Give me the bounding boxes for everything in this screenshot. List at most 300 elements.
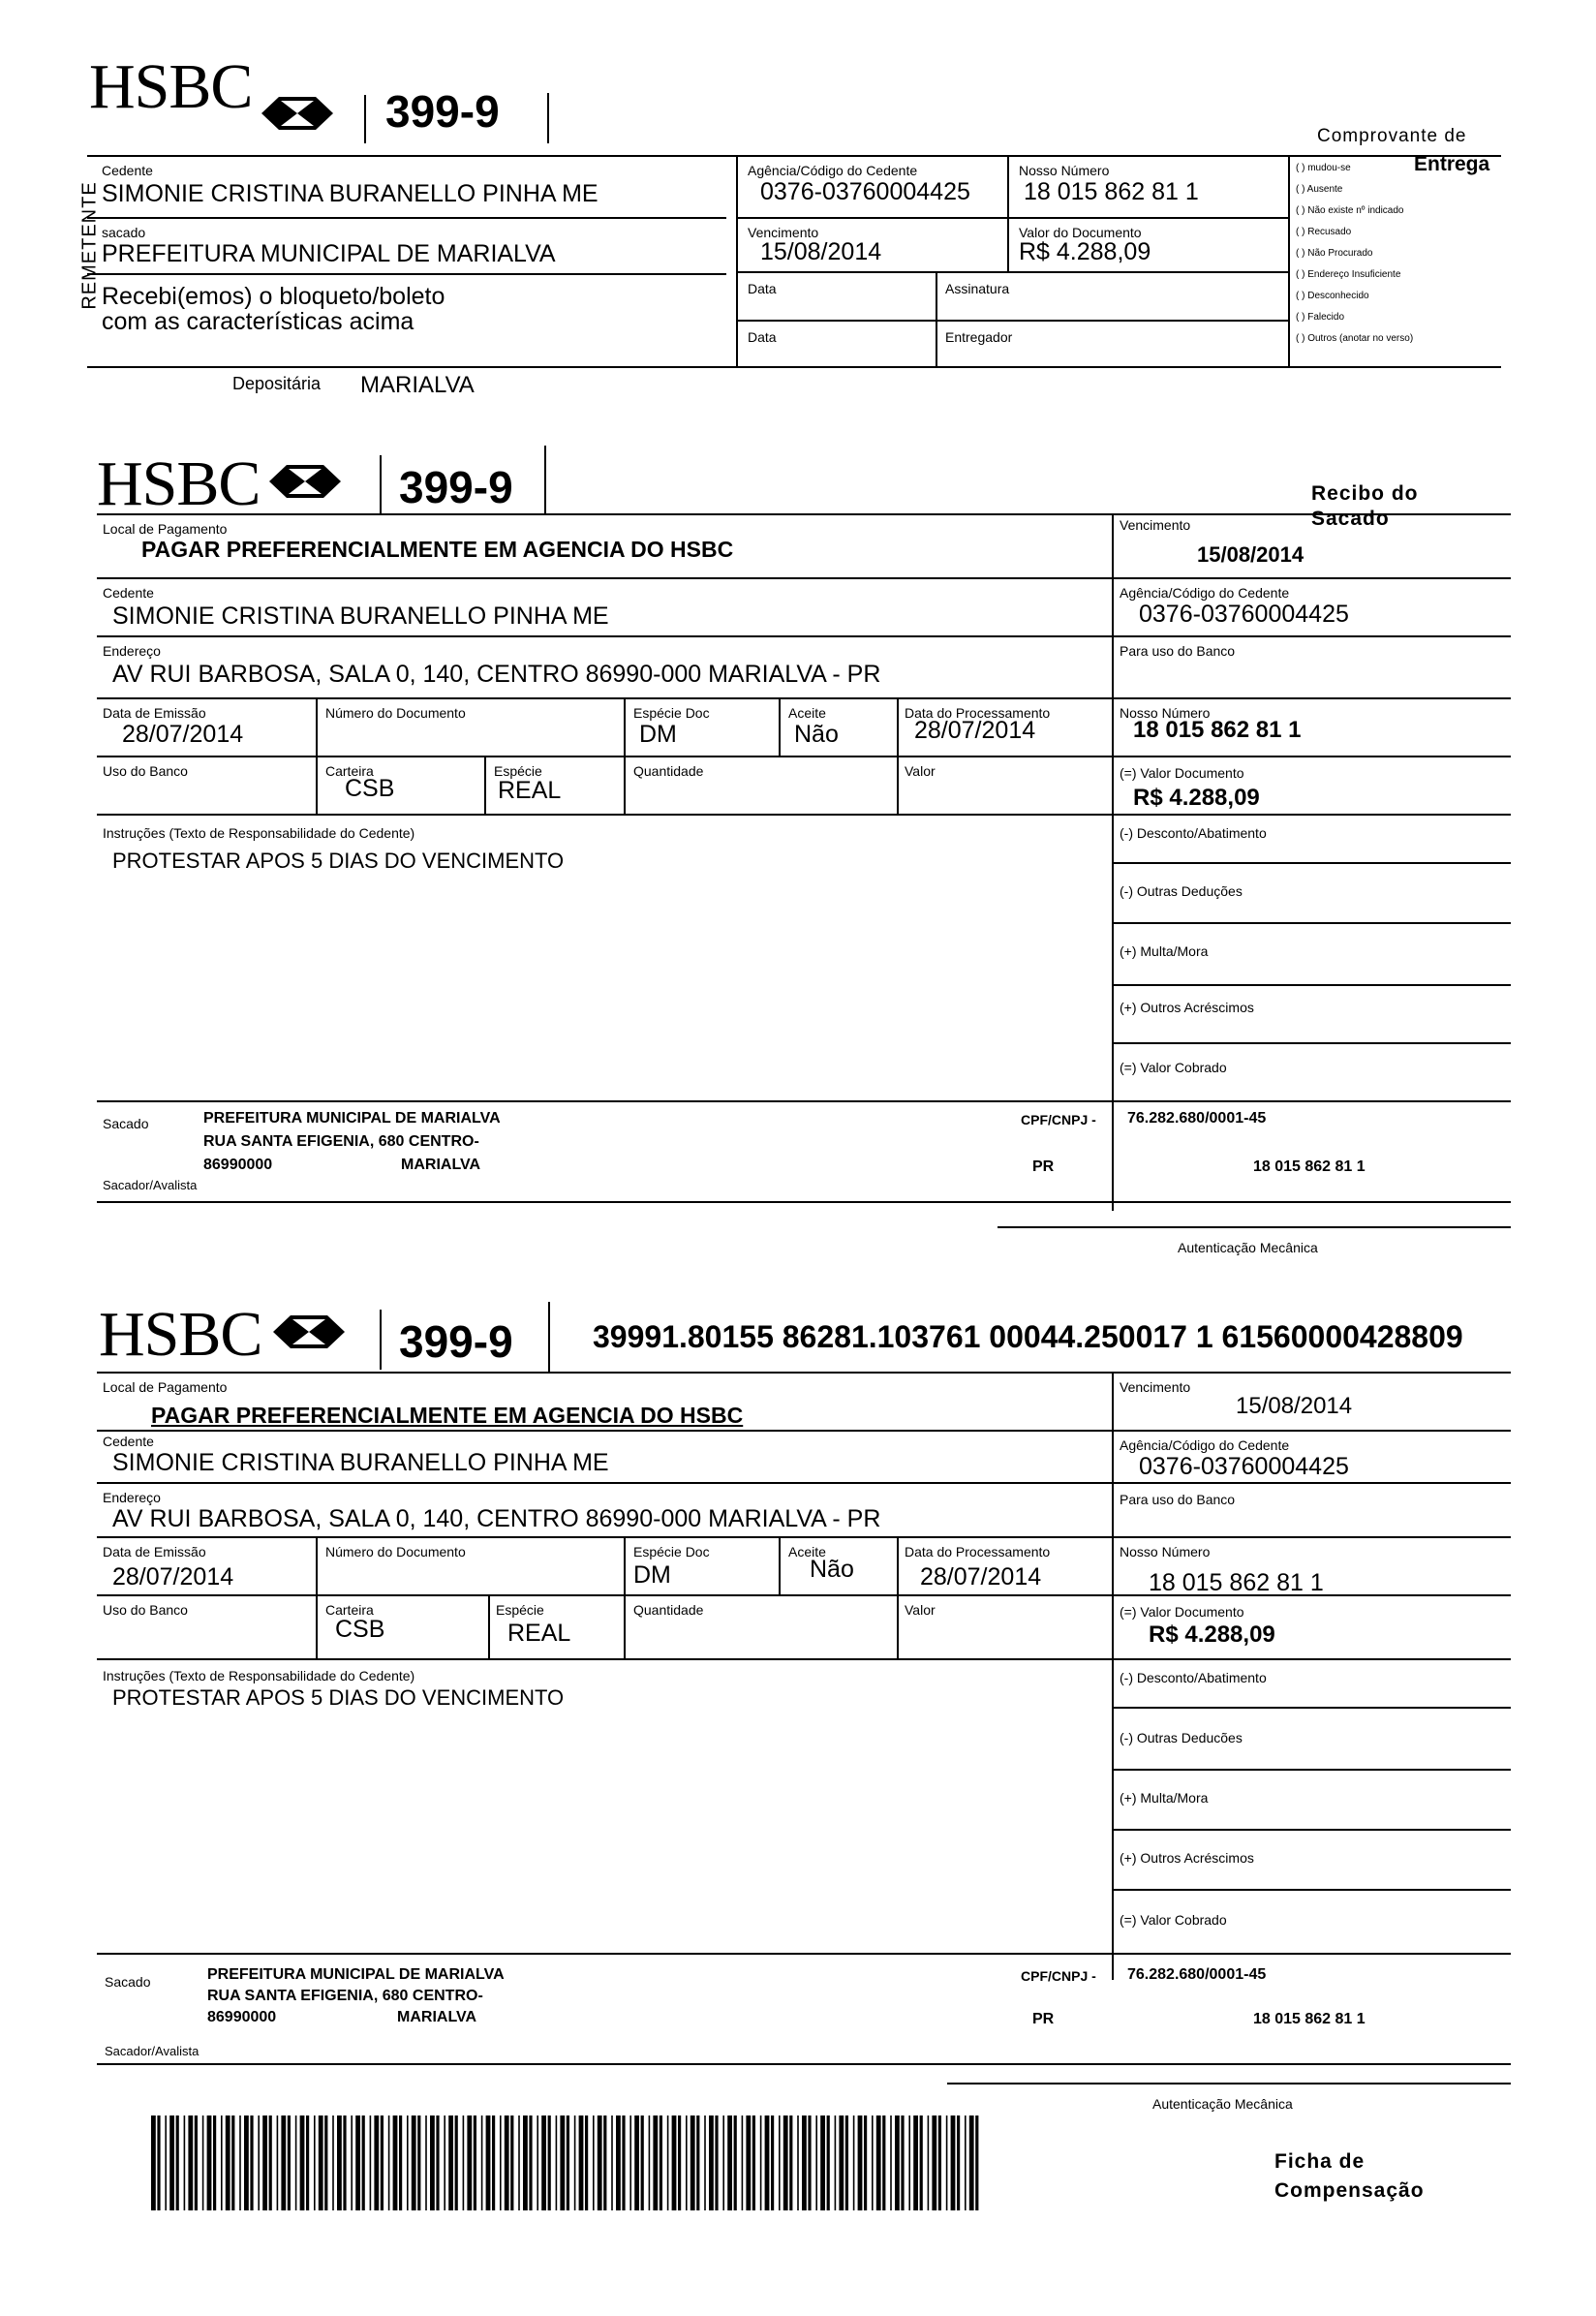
barcode-bar xyxy=(250,2115,253,2210)
barcode-bar xyxy=(417,2115,420,2210)
especie-value: REAL xyxy=(507,1620,571,1647)
barcode-bar xyxy=(151,2115,156,2210)
sacado-address: RUA SANTA EFIGENIA, 680 CENTRO- xyxy=(203,1133,479,1150)
barcode-bar xyxy=(760,2115,762,2210)
nosso-label: Nosso Número xyxy=(1120,705,1211,721)
local-value: PAGAR PREFERENCIALMENTE EM AGENCIA DO HSBC xyxy=(141,537,734,562)
agency-label: Agência/Código do Cedente xyxy=(1120,1437,1290,1453)
barcode-bar xyxy=(890,2115,892,2210)
slip2-line xyxy=(97,2063,1511,2065)
sacado-cep: 86990000 xyxy=(203,1157,273,1173)
barcode-bar xyxy=(548,2115,551,2210)
multa-label: (+) Multa/Mora xyxy=(1120,1790,1209,1806)
barcode-bar xyxy=(556,2115,558,2210)
depositaria-value: MARIALVA xyxy=(360,372,475,398)
receipt-vertical xyxy=(1288,155,1290,368)
barcode-bar xyxy=(184,2115,186,2210)
barcode-bar xyxy=(486,2115,491,2210)
aceite-label: Aceite xyxy=(788,1544,826,1559)
code-divider xyxy=(547,93,549,143)
slip1-line xyxy=(97,1201,1511,1203)
barcode-bar xyxy=(523,2115,528,2210)
sacado-nosso: 18 015 862 81 1 xyxy=(1253,1158,1366,1175)
barcode-bar xyxy=(853,2115,855,2210)
barcode-bar xyxy=(481,2115,483,2210)
barcode-bar xyxy=(319,2115,323,2210)
barcode-bar xyxy=(727,2115,732,2210)
linha-digitavel: 39991.80155 86281.103761 00044.250017 1 61560000428809 xyxy=(593,1319,1463,1354)
especie-doc-label: Espécie Doc xyxy=(633,1544,710,1559)
barcode-bar xyxy=(696,2115,699,2210)
carteira-value: CSB xyxy=(335,1616,385,1643)
barcode-bar xyxy=(165,2115,167,2210)
barcode-bar xyxy=(779,2115,781,2210)
slip2-line xyxy=(97,1594,1511,1596)
barcode-bar xyxy=(455,2115,458,2210)
barcode-bar xyxy=(965,2115,967,2210)
receipt-divider xyxy=(736,217,1288,219)
especie-label: Espécie xyxy=(496,1602,544,1618)
nosso-label: Nosso Número xyxy=(1120,1544,1211,1559)
barcode-bar xyxy=(827,2115,830,2210)
venc-value: 15/08/2014 xyxy=(1197,542,1304,567)
desconto-label: (-) Desconto/Abatimento xyxy=(1120,1670,1267,1685)
barcode-bar xyxy=(872,2115,874,2210)
aceite-label: Aceite xyxy=(788,705,826,721)
barcode-bar xyxy=(789,2115,792,2210)
slip1-line xyxy=(1112,862,1511,864)
aceite-value: Não xyxy=(810,1556,854,1583)
quantidade-label: Quantidade xyxy=(633,1602,704,1618)
comprovante-title: Comprovante de xyxy=(1317,126,1467,146)
slip1-line xyxy=(97,577,1511,579)
hsbc-logo-text: HSBC xyxy=(99,1299,262,1370)
valor-value: R$ 4.288,09 xyxy=(1019,238,1151,265)
bank-code: 399-9 xyxy=(385,86,500,137)
barcode-bar xyxy=(742,2115,744,2210)
option-endereco-insuficiente[interactable]: ( ) Endereço Insuficiente xyxy=(1296,269,1401,280)
hsbc-logo-text: HSBC xyxy=(97,448,261,519)
barcode-bar xyxy=(306,2115,309,2210)
barcode-bar xyxy=(771,2115,774,2210)
option-recusado[interactable]: ( ) Recusado xyxy=(1296,227,1352,237)
barcode-bar xyxy=(430,2115,435,2210)
barcode-bar xyxy=(678,2115,681,2210)
barcode-bar xyxy=(629,2115,631,2210)
autentic-label: Autenticação Mecânica xyxy=(1152,2096,1293,2112)
sacado-cep: 86990000 xyxy=(207,2009,277,2025)
local-value: PAGAR PREFERENCIALMENTE EM AGENCIA DO HSBC xyxy=(151,1403,744,1428)
instrucoes-label: Instruções (Texto de Responsabilidade do Cedente) xyxy=(103,1668,415,1683)
slip1-line xyxy=(97,513,1511,515)
barcode-bar xyxy=(388,2115,390,2210)
receipt-divider xyxy=(87,217,726,219)
barcode-bar xyxy=(448,2115,453,2210)
carteira-label: Carteira xyxy=(325,1602,374,1618)
barcode-bar xyxy=(269,2115,272,2210)
bank-code: 399-9 xyxy=(399,1316,513,1367)
autentic-line xyxy=(998,1226,1511,1228)
barcode-bar xyxy=(560,2115,565,2210)
agency-value: 0376-03760004425 xyxy=(1139,601,1349,628)
barcode-bar xyxy=(343,2115,346,2210)
receipt-divider xyxy=(736,320,1288,322)
barcode-bar xyxy=(969,2115,974,2210)
quantidade-label: Quantidade xyxy=(633,763,704,779)
barcode-bar xyxy=(709,2115,714,2210)
barcode-bar xyxy=(660,2115,662,2210)
slip2-line xyxy=(1112,1889,1511,1891)
option-outros[interactable]: ( ) Outros (anotar no verso) xyxy=(1296,333,1414,344)
option-falecido[interactable]: ( ) Falecido xyxy=(1296,312,1345,323)
barcode-bar xyxy=(176,2115,179,2210)
slip1-line xyxy=(1112,1042,1511,1044)
barcode-bar xyxy=(882,2115,885,2210)
hsbc-hexagon-icon xyxy=(273,1315,345,1348)
uso-banco-label: Para uso do Banco xyxy=(1120,643,1236,659)
barcode-bar xyxy=(518,2115,520,2210)
barcode-bar xyxy=(603,2115,606,2210)
slip2-line xyxy=(1112,1769,1511,1771)
barcode-bar xyxy=(835,2115,837,2210)
valor-doc-value: R$ 4.288,09 xyxy=(1133,785,1260,811)
barcode-bar xyxy=(300,2115,305,2210)
barcode-bar xyxy=(593,2115,595,2210)
barcode-bar xyxy=(765,2115,770,2210)
nosso-value: 18 015 862 81 1 xyxy=(1024,178,1199,205)
barcode-bar xyxy=(585,2115,588,2210)
barcode-bar xyxy=(649,2115,651,2210)
agency-label: Agência/Código do Cedente xyxy=(1120,585,1290,601)
entrega-title: Entrega xyxy=(1414,153,1490,175)
bank-code: 399-9 xyxy=(399,462,513,512)
endereco-label: Endereço xyxy=(103,643,161,659)
barcode-bar xyxy=(815,2115,817,2210)
slip2-vertical xyxy=(779,1536,781,1594)
barcode-bar xyxy=(500,2115,502,2210)
cnpj-label: CPF/CNPJ - xyxy=(1021,1968,1096,1984)
barcode-bar xyxy=(908,2115,910,2210)
venc-value: 15/08/2014 xyxy=(760,238,882,265)
barcode-bar xyxy=(505,2115,509,2210)
slip2-line xyxy=(97,1430,1511,1432)
barcode-bar xyxy=(641,2115,644,2210)
option-desconhecido[interactable]: ( ) Desconhecido xyxy=(1296,291,1369,301)
barcode-bar xyxy=(797,2115,799,2210)
barcode-bar xyxy=(537,2115,538,2210)
barcode-bar xyxy=(370,2115,372,2210)
barcode-bar xyxy=(324,2115,327,2210)
slip2-line xyxy=(97,1953,1511,1955)
processamento-label: Data do Processamento xyxy=(905,705,1051,721)
barcode-bar xyxy=(901,2115,904,2210)
data-label: Data xyxy=(748,281,777,296)
valor-label: Valor xyxy=(905,763,936,779)
sacado-name: PREFEITURA MUNICIPAL DE MARIALVA xyxy=(203,1110,501,1127)
barcode-bar xyxy=(332,2115,334,2210)
barcode-bar xyxy=(355,2115,360,2210)
barcode-bar xyxy=(622,2115,625,2210)
endereco-value: AV RUI BARBOSA, SALA 0, 140, CENTRO 86990-000 MARIALVA - PR xyxy=(112,1505,881,1532)
barcode-bar xyxy=(226,2115,230,2210)
barcode-bar xyxy=(808,2115,811,2210)
barcode-bar xyxy=(895,2115,900,2210)
barcode xyxy=(151,2115,986,2210)
depositaria-label: Depositária xyxy=(232,374,322,393)
barcode-bar xyxy=(691,2115,695,2210)
barcode-bar xyxy=(399,2115,402,2210)
avalista-label: Sacador/Avalista xyxy=(105,2044,200,2058)
cnpj-label: CPF/CNPJ - xyxy=(1021,1112,1096,1127)
especie-doc-label: Espécie Doc xyxy=(633,705,710,721)
cedente-value: SIMONIE CRISTINA BURANELLO PINHA ME xyxy=(102,180,598,207)
desconto-label: (-) Desconto/Abatimento xyxy=(1120,825,1267,841)
barcode-bar xyxy=(412,2115,416,2210)
ficha-title: Ficha de xyxy=(1274,2150,1366,2173)
slip2-line xyxy=(97,1482,1511,1484)
barcode-bar xyxy=(598,2115,602,2210)
barcode-bar xyxy=(839,2115,844,2210)
compensacao-title: Compensação xyxy=(1274,2179,1425,2202)
agency-value: 0376-03760004425 xyxy=(760,178,970,205)
nosso-label: Nosso Número xyxy=(1019,163,1110,178)
deducoes-label: (-) Outras Deduções xyxy=(1120,883,1243,899)
barcode-bar xyxy=(169,2115,174,2210)
slip2-vertical xyxy=(624,1536,626,1658)
barcode-bar xyxy=(295,2115,297,2210)
cobrado-label: (=) Valor Cobrado xyxy=(1120,1912,1227,1928)
barcode-bar xyxy=(407,2115,409,2210)
slip2-vertical xyxy=(897,1536,899,1658)
barcode-bar xyxy=(876,2115,881,2210)
barcode-bar xyxy=(262,2115,267,2210)
barcode-bar xyxy=(541,2115,546,2210)
sacado-nosso: 18 015 862 81 1 xyxy=(1253,2011,1366,2027)
barcode-bar xyxy=(932,2115,936,2210)
cnpj-value: 76.282.680/0001-45 xyxy=(1127,1966,1267,1983)
instrucoes-label: Instruções (Texto de Responsabilidade do Cedente) xyxy=(103,825,415,841)
slip1-vertical xyxy=(779,697,781,756)
code-divider xyxy=(548,1302,550,1372)
cedente-label: Cedente xyxy=(102,163,153,178)
logo-divider xyxy=(364,95,366,143)
barcode-bar xyxy=(858,2115,863,2210)
receipt-divider xyxy=(736,271,1288,273)
uf-value: PR xyxy=(1032,1158,1055,1175)
especie-doc-value: DM xyxy=(633,1561,671,1589)
barcode-bar xyxy=(436,2115,439,2210)
agency-label: Agência/Código do Cedente xyxy=(748,163,918,178)
avalista-label: Sacador/Avalista xyxy=(103,1178,198,1192)
barcode-bar xyxy=(820,2115,825,2210)
remetente-side-label: REMETENTE xyxy=(78,181,101,310)
barcode-bar xyxy=(746,2115,751,2210)
slip1-line xyxy=(97,1100,1511,1102)
slip1-line xyxy=(97,814,1511,816)
slip2-vertical xyxy=(488,1594,490,1658)
venc-value: 15/08/2014 xyxy=(1236,1393,1353,1419)
slip1-line xyxy=(97,697,1511,699)
slip2-line xyxy=(97,1536,1511,1538)
valor-label: Valor xyxy=(905,1602,936,1618)
logo-divider xyxy=(380,455,382,513)
receipt-divider xyxy=(87,273,726,275)
barcode-bar xyxy=(611,2115,613,2210)
barcode-bar xyxy=(567,2115,569,2210)
slip2-line xyxy=(1112,1707,1511,1709)
receipt-bottom-line xyxy=(87,366,1501,368)
emissao-label: Data de Emissão xyxy=(103,1544,206,1559)
venc-label: Vencimento xyxy=(748,225,819,240)
barcode-bar xyxy=(337,2115,342,2210)
barcode-bar xyxy=(672,2115,677,2210)
carteira-label: Carteira xyxy=(325,763,374,779)
barcode-bar xyxy=(213,2115,216,2210)
barcode-bar xyxy=(277,2115,279,2210)
assinatura-label: Assinatura xyxy=(945,281,1010,296)
option-nao-procurado[interactable]: ( ) Não Procurado xyxy=(1296,248,1373,259)
multa-label: (+) Multa/Mora xyxy=(1120,943,1209,959)
barcode-bar xyxy=(288,2115,291,2210)
barcode-bar xyxy=(529,2115,532,2210)
sacado-label: Sacado xyxy=(105,1974,151,1990)
barcode-bar xyxy=(686,2115,688,2210)
option-nao-existe[interactable]: ( ) Não existe nº indicado xyxy=(1296,205,1404,216)
cobrado-label: (=) Valor Cobrado xyxy=(1120,1060,1227,1075)
barcode-bar xyxy=(845,2115,848,2210)
nosso-value: 18 015 862 81 1 xyxy=(1149,1569,1324,1596)
barcode-bar xyxy=(864,2115,867,2210)
barcode-bar xyxy=(393,2115,398,2210)
venc-label: Vencimento xyxy=(1120,517,1191,533)
barcode-bar xyxy=(938,2115,941,2210)
barcode-bar xyxy=(374,2115,379,2210)
agency-value: 0376-03760004425 xyxy=(1139,1453,1349,1480)
slip2-vertical xyxy=(316,1536,318,1658)
barcode-bar xyxy=(752,2115,755,2210)
barcode-bar xyxy=(616,2115,621,2210)
barcode-bar xyxy=(920,2115,923,2210)
barcode-bar xyxy=(474,2115,476,2210)
recibo-title: Recibo do xyxy=(1311,482,1419,505)
receipt-vertical xyxy=(736,155,738,368)
valor-doc-label: (=) Valor Documento xyxy=(1120,1604,1244,1620)
barcode-bar xyxy=(913,2115,918,2210)
slip1-line xyxy=(97,756,1511,757)
barcode-bar xyxy=(258,2115,260,2210)
barcode-bar xyxy=(975,2115,978,2210)
option-ausente[interactable]: ( ) Ausente xyxy=(1296,184,1343,195)
barcode-bar xyxy=(579,2115,584,2210)
barcode-bar xyxy=(783,2115,788,2210)
autentic-label: Autenticação Mecânica xyxy=(1178,1240,1318,1255)
cedente-label: Cedente xyxy=(103,1434,154,1449)
slip2-line xyxy=(97,1658,1511,1660)
barcode-bar xyxy=(351,2115,353,2210)
barcode-bar xyxy=(715,2115,718,2210)
code-divider xyxy=(544,446,546,515)
entregador-label: Entregador xyxy=(945,329,1013,345)
cedente-value: SIMONIE CRISTINA BURANELLO PINHA ME xyxy=(112,1449,609,1476)
local-label: Local de Pagamento xyxy=(103,1379,228,1395)
valor-doc-label: (=) Valor Documento xyxy=(1120,765,1244,781)
barcode-bar xyxy=(239,2115,241,2210)
barcode-bar xyxy=(231,2115,234,2210)
processamento-value: 28/07/2014 xyxy=(914,717,1036,744)
valor-doc-value: R$ 4.288,09 xyxy=(1149,1621,1275,1648)
barcode-bar xyxy=(802,2115,807,2210)
barcode-bar xyxy=(207,2115,212,2210)
barcode-bar xyxy=(704,2115,706,2210)
barcode-bar xyxy=(314,2115,316,2210)
aceite-value: Não xyxy=(794,721,839,748)
uf-value: PR xyxy=(1032,2011,1055,2027)
numdoc-label: Número do Documento xyxy=(325,1544,466,1559)
barcode-bar xyxy=(444,2115,445,2210)
endereco-label: Endereço xyxy=(103,1490,161,1505)
slip1-line xyxy=(1112,984,1511,986)
emissao-value: 28/07/2014 xyxy=(112,1563,234,1590)
instrucoes-value: PROTESTAR APOS 5 DIAS DO VENCIMENTO xyxy=(112,849,565,873)
autentic-line xyxy=(947,2083,1511,2084)
slip1-line xyxy=(97,635,1511,637)
uso-banco-label: Para uso do Banco xyxy=(1120,1492,1236,1507)
barcode-bar xyxy=(667,2115,669,2210)
especie-doc-value: DM xyxy=(639,721,677,748)
received-text-2: com as características acima xyxy=(102,308,414,335)
nosso-value: 18 015 862 81 1 xyxy=(1133,717,1302,743)
local-label: Local de Pagamento xyxy=(103,521,228,537)
sacado-address: RUA SANTA EFIGENIA, 680 CENTRO- xyxy=(207,1988,483,2004)
option-mudou-se[interactable]: ( ) mudou-se xyxy=(1296,163,1351,173)
barcode-bar xyxy=(425,2115,427,2210)
cedente-value: SIMONIE CRISTINA BURANELLO PINHA ME xyxy=(112,602,609,630)
slip1-line xyxy=(1112,922,1511,924)
sacado-value: PREFEITURA MUNICIPAL DE MARIALVA xyxy=(102,240,556,267)
barcode-bar xyxy=(734,2115,737,2210)
carteira-value: CSB xyxy=(345,775,395,802)
sacado-label: sacado xyxy=(102,225,146,240)
barcode-bar xyxy=(381,2115,384,2210)
barcode-bar xyxy=(362,2115,365,2210)
barcode-bar xyxy=(244,2115,249,2210)
valor-label: Valor do Documento xyxy=(1019,225,1142,240)
receipt-vertical xyxy=(1007,155,1009,271)
deducoes-label: (-) Outras Deducões xyxy=(1120,1730,1243,1745)
barcode-bar xyxy=(722,2115,724,2210)
processamento-value: 28/07/2014 xyxy=(920,1563,1042,1590)
uso-do-banco-label: Uso do Banco xyxy=(103,763,188,779)
instrucoes-value: PROTESTAR APOS 5 DIAS DO VENCIMENTO xyxy=(112,1685,565,1710)
especie-value: REAL xyxy=(498,777,562,804)
hsbc-hexagon-icon xyxy=(261,97,333,130)
emissao-value: 28/07/2014 xyxy=(122,721,244,748)
slip2-line xyxy=(1112,1829,1511,1831)
data2-label: Data xyxy=(748,329,777,345)
barcode-bar xyxy=(653,2115,658,2210)
barcode-bar xyxy=(202,2115,204,2210)
cnpj-value: 76.282.680/0001-45 xyxy=(1127,1110,1267,1127)
barcode-bar xyxy=(634,2115,639,2210)
sacado-label: Sacado xyxy=(103,1116,149,1131)
barcode-bar xyxy=(574,2115,576,2210)
sacado-name: PREFEITURA MUNICIPAL DE MARIALVA xyxy=(207,1966,505,1983)
barcode-bar xyxy=(957,2115,960,2210)
hsbc-hexagon-icon xyxy=(269,465,341,498)
sacado-city: MARIALVA xyxy=(401,1157,481,1173)
venc-label: Vencimento xyxy=(1120,1379,1191,1395)
acrescimos-label: (+) Outros Acréscimos xyxy=(1120,1000,1254,1015)
